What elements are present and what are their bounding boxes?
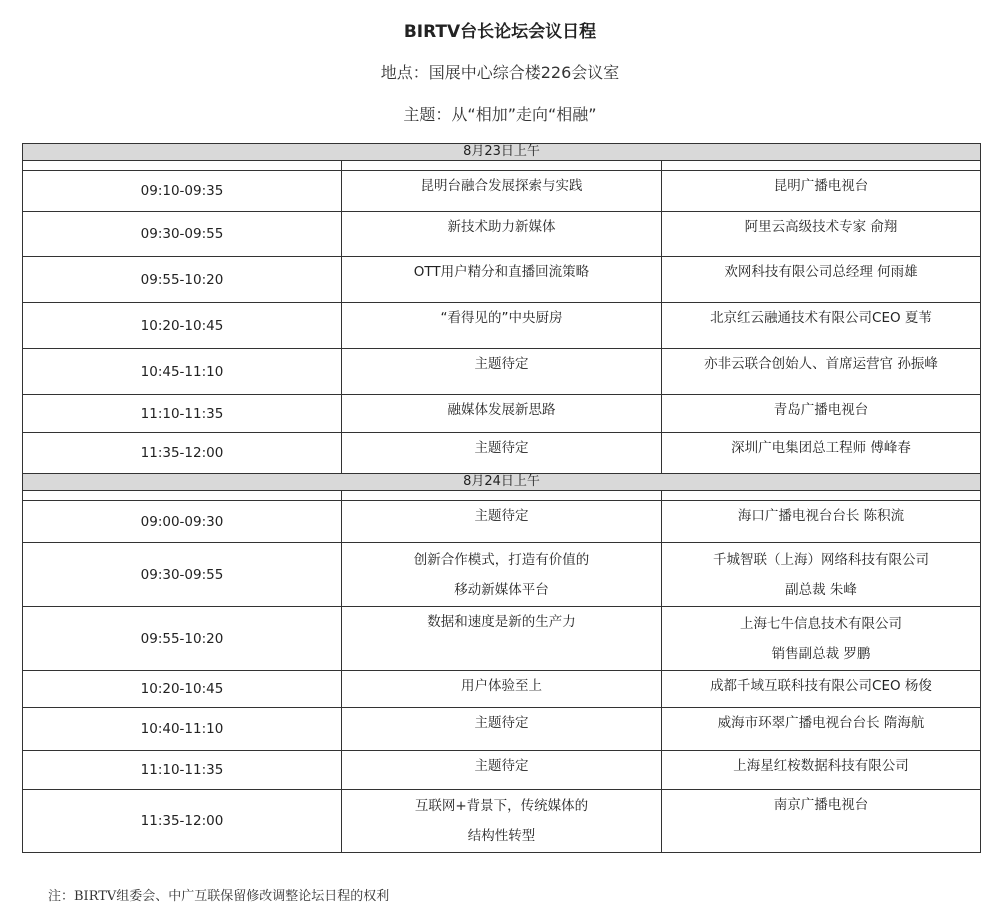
session-speaker xyxy=(662,433,981,474)
session-speaker xyxy=(662,212,981,257)
session-row xyxy=(23,751,981,790)
session-speaker-line: 北京红云融通技术有限公司CEO 夏苇 xyxy=(710,310,932,326)
day-label: 8月23日上午 xyxy=(23,144,981,161)
session-topic xyxy=(342,671,662,708)
session-row xyxy=(23,790,981,853)
spacer-cell xyxy=(23,491,342,501)
session-time: 10:20-10:45 xyxy=(23,303,342,349)
session-topic-line: 移动新媒体平台 xyxy=(454,581,549,598)
session-speaker-line: 上海七牛信息技术有限公司 xyxy=(740,615,902,632)
session-speaker xyxy=(662,395,981,433)
session-speaker xyxy=(662,543,981,607)
session-topic xyxy=(342,790,662,853)
session-topic xyxy=(342,751,662,790)
session-speaker xyxy=(662,303,981,349)
session-speaker-line: 阿里云高级技术专家 俞翔 xyxy=(744,219,898,235)
session-time: 09:30-09:55 xyxy=(23,212,342,257)
session-speaker-line: 亦非云联合创始人、首席运营官 孙振峰 xyxy=(704,356,938,372)
session-time: 11:35-12:00 xyxy=(23,433,342,474)
session-row xyxy=(23,501,981,543)
day-header-row xyxy=(23,144,981,161)
spacer-cell xyxy=(662,161,981,171)
session-speaker xyxy=(662,708,981,751)
session-time: 10:45-11:10 xyxy=(23,349,342,395)
session-topic-line: “看得见的”中央厨房 xyxy=(440,310,563,326)
session-row xyxy=(23,433,981,474)
session-topic-line: 用户体验至上 xyxy=(461,678,542,694)
spacer-row xyxy=(23,161,981,171)
day-label: 8月24日上午 xyxy=(23,474,981,491)
session-topic xyxy=(342,349,662,395)
session-topic-line: 主题待定 xyxy=(474,508,529,524)
session-speaker-line: 海口广播电视台台长 陈积流 xyxy=(737,508,905,524)
session-topic xyxy=(342,501,662,543)
session-topic-line: 主题待定 xyxy=(474,440,529,456)
session-topic-line: 创新合作模式，打造有价值的 xyxy=(413,551,590,568)
session-topic-line: 主题待定 xyxy=(474,356,529,372)
session-time: 11:35-12:00 xyxy=(23,790,342,853)
session-topic xyxy=(342,607,662,671)
schedule-table xyxy=(22,143,981,853)
spacer-cell xyxy=(662,491,981,501)
session-speaker-line: 青岛广播电视台 xyxy=(773,402,869,418)
venue-line: 地点：国展中心综合楼226会议室 xyxy=(380,63,620,82)
spacer-row xyxy=(23,491,981,501)
session-row xyxy=(23,349,981,395)
session-speaker-line: 昆明广播电视台 xyxy=(773,178,869,194)
session-topic-line: 主题待定 xyxy=(474,758,529,774)
session-speaker xyxy=(662,349,981,395)
session-topic xyxy=(342,395,662,433)
session-speaker-line: 千城智联（上海）网络科技有限公司 xyxy=(713,551,929,568)
session-speaker-line: 威海市环翠广播电视台台长 隋海航 xyxy=(717,715,925,731)
session-row xyxy=(23,543,981,607)
session-speaker-line: 欢网科技有限公司总经理 何雨雄 xyxy=(724,264,918,280)
session-time: 10:40-11:10 xyxy=(23,708,342,751)
session-topic xyxy=(342,171,662,212)
session-speaker xyxy=(662,607,981,671)
session-time: 09:30-09:55 xyxy=(23,543,342,607)
spacer-cell xyxy=(342,491,662,501)
session-topic-line: OTT用户精分和直播回流策略 xyxy=(413,264,590,280)
session-row xyxy=(23,708,981,751)
session-speaker xyxy=(662,501,981,543)
session-topic-line: 数据和速度是新的生产力 xyxy=(427,614,576,630)
session-topic-line: 主题待定 xyxy=(474,715,529,731)
session-topic-line: 新技术助力新媒体 xyxy=(447,219,556,235)
session-topic xyxy=(342,303,662,349)
session-speaker-line: 上海星红桉数据科技有限公司 xyxy=(733,758,909,774)
session-speaker-line: 成都千域互联科技有限公司CEO 杨俊 xyxy=(710,678,932,694)
session-topic xyxy=(342,543,662,607)
session-row xyxy=(23,257,981,303)
session-topic xyxy=(342,257,662,303)
session-time: 09:55-10:20 xyxy=(23,257,342,303)
session-row xyxy=(23,671,981,708)
session-topic xyxy=(342,433,662,474)
session-speaker xyxy=(662,671,981,708)
session-topic-line: 昆明台融合发展探索与实践 xyxy=(420,178,583,194)
session-topic-line: 融媒体发展新思路 xyxy=(447,402,556,418)
session-row xyxy=(23,212,981,257)
footer-note: 注：BIRTV组委会、中广互联保留修改调整论坛日程的权利 xyxy=(48,889,390,904)
session-time: 09:55-10:20 xyxy=(23,607,342,671)
day-header-row xyxy=(23,474,981,491)
session-speaker-line: 南京广播电视台 xyxy=(773,797,869,813)
session-topic xyxy=(342,212,662,257)
theme-line: 主题：从“相加”走向“相融” xyxy=(403,105,597,124)
session-row xyxy=(23,395,981,433)
page-title: BIRTV台长论坛会议日程 xyxy=(403,22,597,42)
session-speaker xyxy=(662,257,981,303)
session-row xyxy=(23,303,981,349)
session-speaker-line: 副总裁 朱峰 xyxy=(785,581,857,598)
session-speaker xyxy=(662,171,981,212)
session-time: 11:10-11:35 xyxy=(23,751,342,790)
session-topic-line: 结构性转型 xyxy=(467,828,536,844)
spacer-cell xyxy=(342,161,662,171)
spacer-cell xyxy=(23,161,342,171)
session-time: 11:10-11:35 xyxy=(23,395,342,433)
session-speaker xyxy=(662,790,981,853)
session-time: 09:00-09:30 xyxy=(23,501,342,543)
session-time: 09:10-09:35 xyxy=(23,171,342,212)
session-row xyxy=(23,607,981,671)
session-time: 10:20-10:45 xyxy=(23,671,342,708)
session-speaker-line: 销售副总裁 罗鹏 xyxy=(771,645,871,662)
session-speaker-line: 深圳广电集团总工程师 傅峰春 xyxy=(731,440,911,456)
session-row xyxy=(23,171,981,212)
session-topic xyxy=(342,708,662,751)
session-topic-line: 互联网+背景下，传统媒体的 xyxy=(414,798,589,814)
session-speaker xyxy=(662,751,981,790)
